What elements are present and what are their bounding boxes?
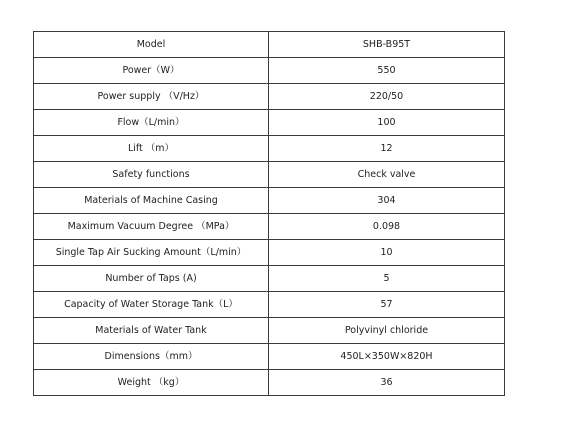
spec-value: 57 bbox=[269, 292, 505, 318]
spec-label: Dimensions（mm） bbox=[34, 344, 269, 370]
spec-label: Flow（L/min） bbox=[34, 110, 269, 136]
spec-label: Weight （kg） bbox=[34, 370, 269, 396]
spec-value: Check valve bbox=[269, 162, 505, 188]
spec-value: 10 bbox=[269, 240, 505, 266]
spec-table bbox=[33, 31, 505, 396]
spec-value: 36 bbox=[269, 370, 505, 396]
table-row bbox=[34, 84, 505, 110]
table-row bbox=[34, 58, 505, 84]
spec-label: Power supply （V/Hz） bbox=[34, 84, 269, 110]
table-row bbox=[34, 292, 505, 318]
spec-label: Materials of Machine Casing bbox=[34, 188, 269, 214]
table-row bbox=[34, 136, 505, 162]
table-row bbox=[34, 110, 505, 136]
table-row bbox=[34, 240, 505, 266]
spec-value: 100 bbox=[269, 110, 505, 136]
spec-label: Safety functions bbox=[34, 162, 269, 188]
spec-label: Single Tap Air Sucking Amount（L/min） bbox=[34, 240, 269, 266]
table-row bbox=[34, 162, 505, 188]
spec-value: 0.098 bbox=[269, 214, 505, 240]
spec-value: 12 bbox=[269, 136, 505, 162]
spec-label: Model bbox=[34, 32, 269, 58]
spec-label: Lift （m） bbox=[34, 136, 269, 162]
spec-value: 304 bbox=[269, 188, 505, 214]
table-row bbox=[34, 370, 505, 396]
table-row bbox=[34, 188, 505, 214]
spec-value: 220/50 bbox=[269, 84, 505, 110]
spec-value: SHB-B95T bbox=[269, 32, 505, 58]
spec-value: Polyvinyl chloride bbox=[269, 318, 505, 344]
spec-label: Maximum Vacuum Degree （MPa） bbox=[34, 214, 269, 240]
table-row bbox=[34, 214, 505, 240]
table-row bbox=[34, 344, 505, 370]
spec-label: Power（W） bbox=[34, 58, 269, 84]
spec-value: 5 bbox=[269, 266, 505, 292]
spec-label: Number of Taps (A) bbox=[34, 266, 269, 292]
table-row bbox=[34, 32, 505, 58]
spec-label: Capacity of Water Storage Tank（L） bbox=[34, 292, 269, 318]
spec-table-body bbox=[34, 32, 505, 396]
spec-label: Materials of Water Tank bbox=[34, 318, 269, 344]
spec-value: 450L×350W×820H bbox=[269, 344, 505, 370]
table-row bbox=[34, 266, 505, 292]
table-row bbox=[34, 318, 505, 344]
spec-value: 550 bbox=[269, 58, 505, 84]
